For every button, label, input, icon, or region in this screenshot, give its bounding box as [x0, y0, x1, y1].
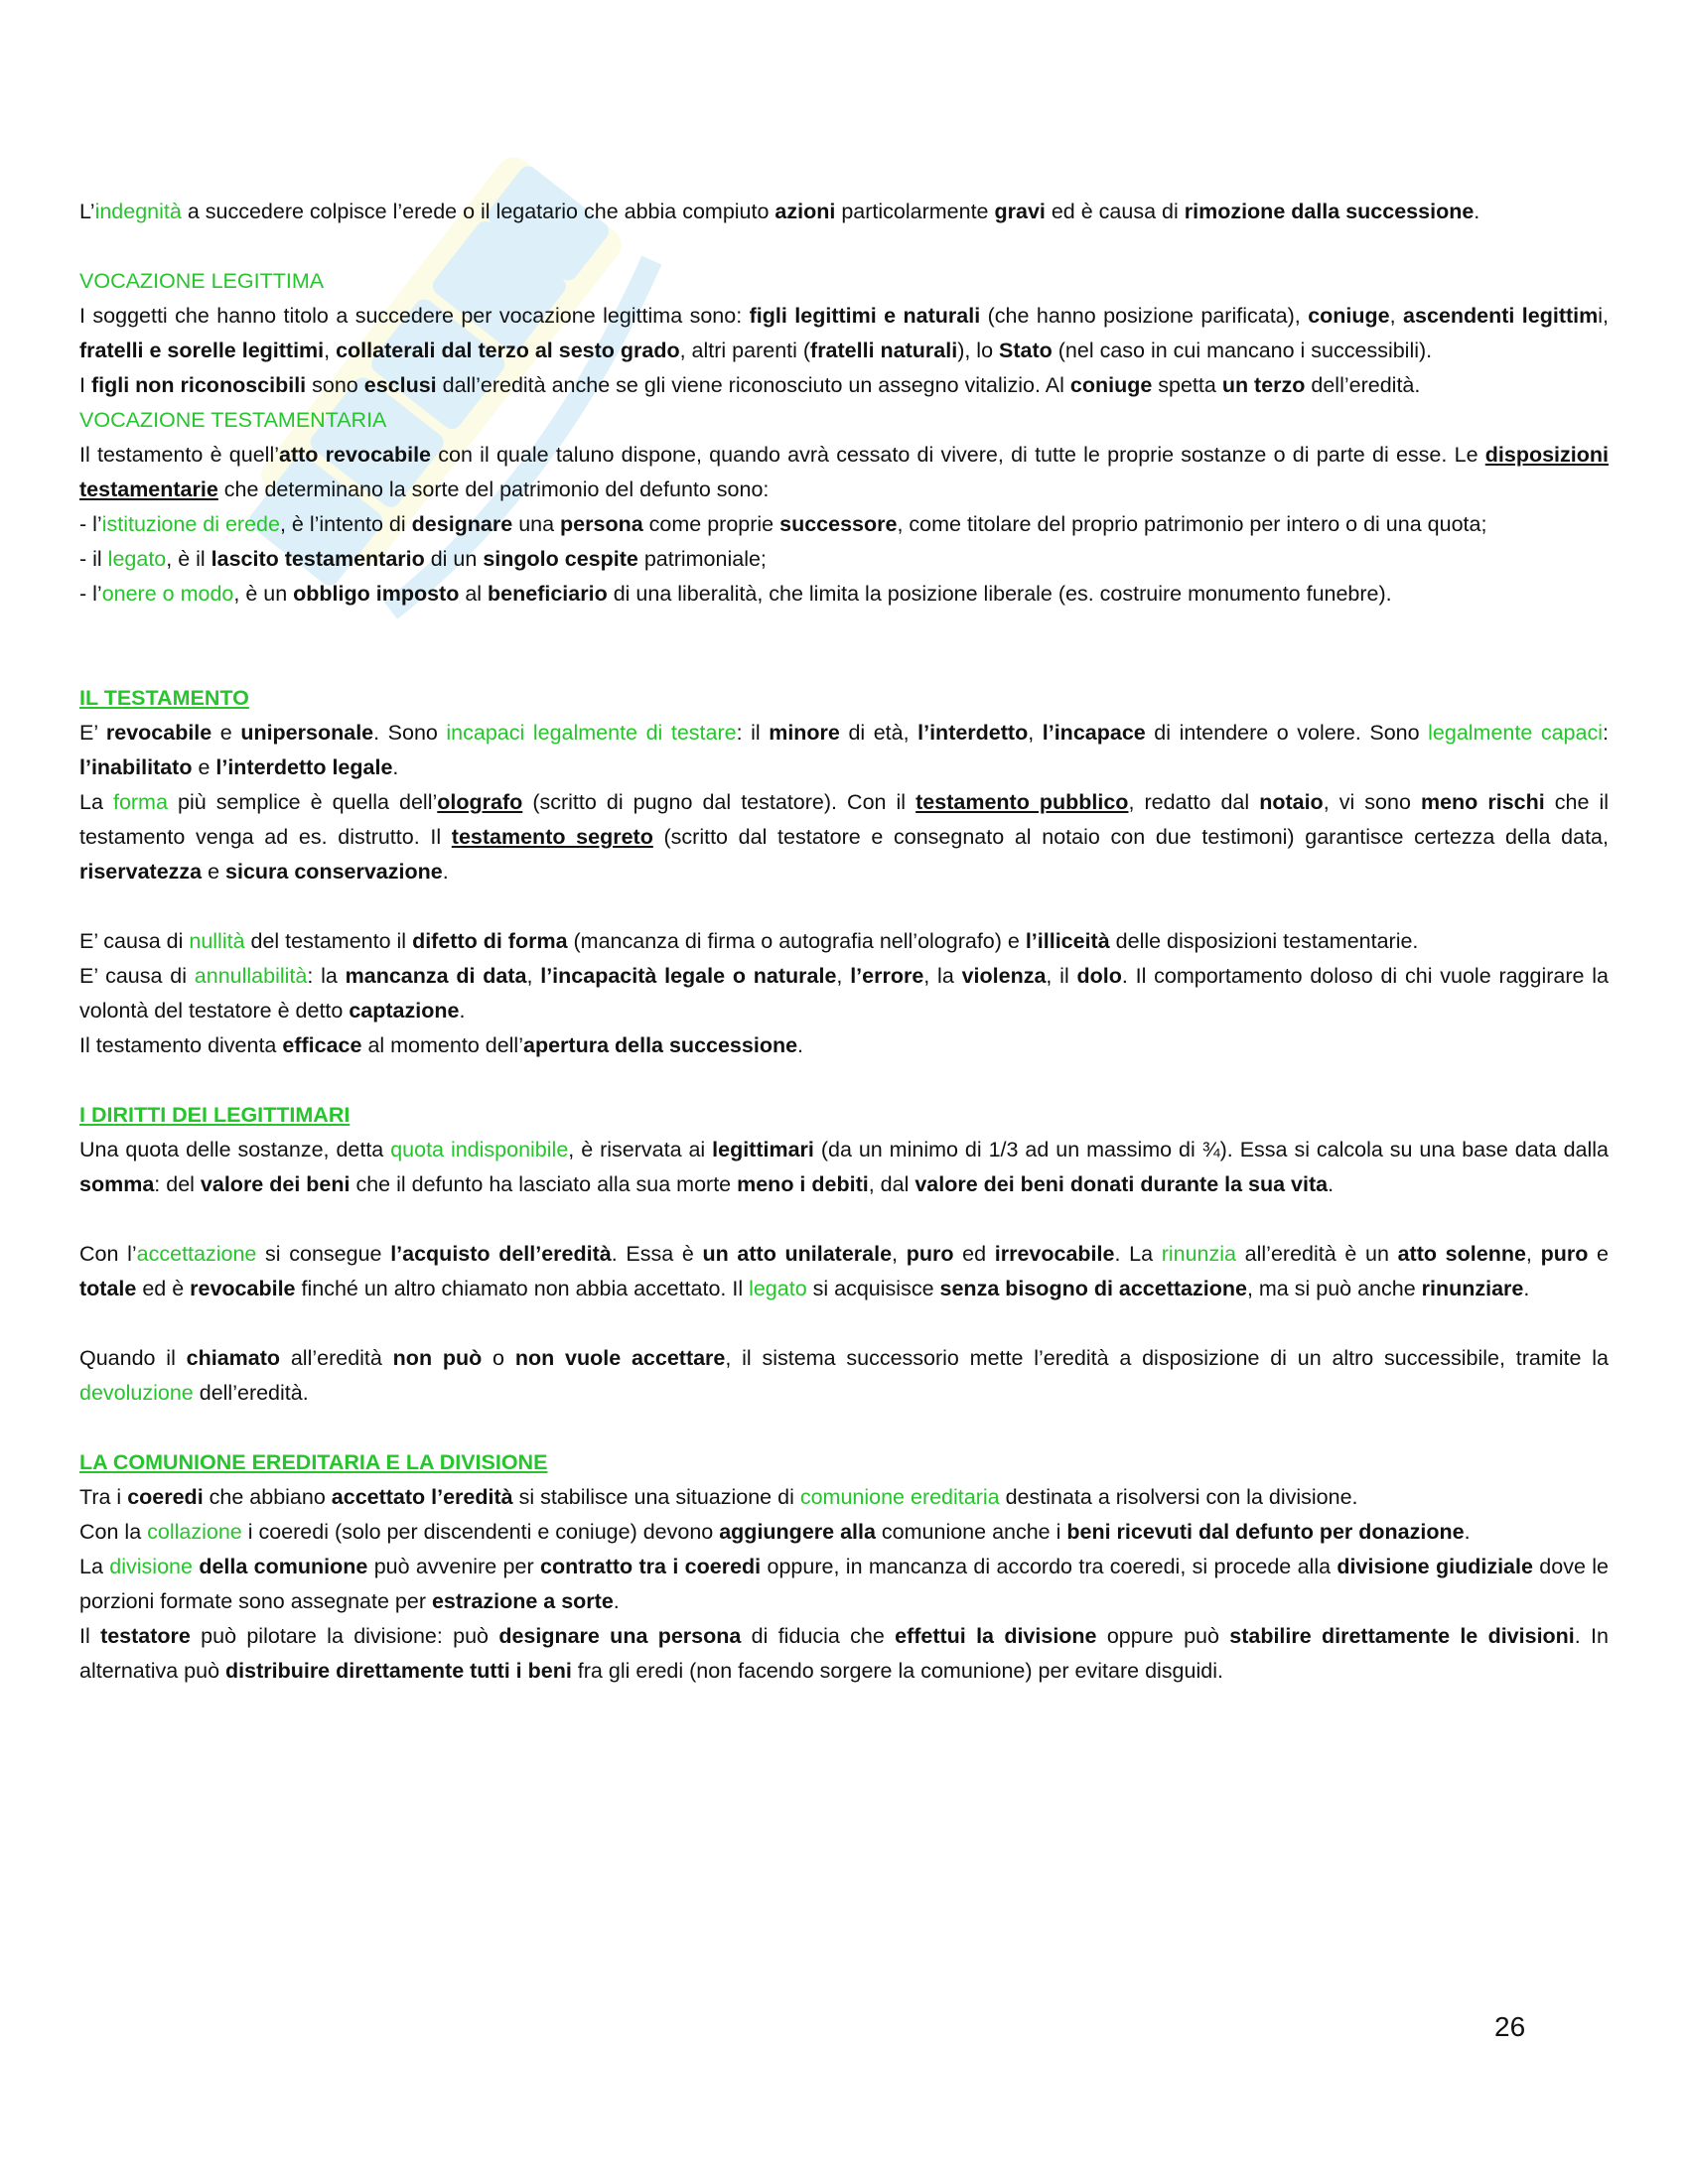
section-heading — [79, 681, 1609, 716]
text-run: , vi sono — [1323, 790, 1421, 814]
text-run: Quando il — [79, 1346, 187, 1370]
bold-term: atto solenne — [1397, 1242, 1526, 1266]
bold-term: efficace — [282, 1033, 362, 1057]
highlighted-term: comunione ereditaria — [799, 1485, 1000, 1509]
bold-term: l’incapace — [1042, 721, 1146, 745]
bold-term: ascendenti legittim — [1403, 304, 1599, 328]
text-run: . Essa è — [611, 1242, 703, 1266]
text-run: di un — [424, 547, 484, 571]
highlighted-term: nullità — [189, 929, 245, 953]
text-run: : la — [307, 964, 346, 988]
section-heading — [79, 1098, 1609, 1133]
bold-term: l’interdetto — [917, 721, 1029, 745]
text-run: con il quale taluno dispone, quando avrà cessato di vivere, di tutte le proprie sostanze o di parte di esse. Le — [431, 443, 1485, 467]
paragraph — [79, 1237, 1609, 1306]
text-run: , dal — [868, 1172, 915, 1196]
text-run: Con l’ — [79, 1242, 137, 1266]
bold-term: valore dei beni — [200, 1172, 351, 1196]
text-run: ed è causa di — [1045, 200, 1185, 223]
paragraph — [79, 1341, 1609, 1411]
page-number: 26 — [1494, 2011, 1526, 2042]
bold-term: l’interdetto legale — [215, 755, 393, 779]
text-run: all’eredità è un — [1236, 1242, 1398, 1266]
bold-term: divisione giudiziale — [1336, 1555, 1533, 1578]
bold-term: rinunziare — [1421, 1277, 1524, 1300]
text-run: , come titolare del proprio patrimonio per intero o di una quota; — [897, 512, 1487, 536]
text-run: , è il — [166, 547, 211, 571]
text-run: , — [324, 339, 337, 362]
bold-term: legittimari — [712, 1138, 814, 1161]
bold-term: meno i debiti — [737, 1172, 869, 1196]
text-run: (da un minimo di 1/3 ad un massimo di ¾). Essa si calcola su una base data dalla — [813, 1138, 1609, 1161]
paragraph-spacer — [79, 1306, 1609, 1341]
text-run: I soggetti che hanno titolo a succedere per vocazione legittima sono: — [79, 304, 750, 328]
text-run: , — [526, 964, 541, 988]
highlighted-term: forma — [112, 790, 168, 814]
text-run: . — [797, 1033, 804, 1057]
text-run: può avvenire per — [367, 1555, 540, 1578]
text-run: . — [1523, 1277, 1530, 1300]
bold-term: successore — [779, 512, 898, 536]
text-run: fra gli eredi (non facendo sorgere la comunione) per evitare disguidi. — [571, 1659, 1223, 1683]
section-heading — [79, 403, 1609, 438]
bold-term: testamento segreto — [451, 825, 653, 849]
bold-term: sicura conservazione — [225, 860, 443, 884]
paragraph — [79, 438, 1609, 507]
bold-term: puro — [1540, 1242, 1589, 1266]
text-run: sono — [306, 373, 364, 397]
text-run: si consegue — [256, 1242, 391, 1266]
text-run: i, — [1598, 304, 1609, 328]
paragraph — [79, 1028, 1609, 1063]
paragraph — [79, 1550, 1609, 1619]
bold-term: meno rischi — [1420, 790, 1545, 814]
bold-term: coniuge — [1069, 373, 1153, 397]
text-run: oppure può — [1096, 1624, 1230, 1648]
text-run: che abbiano — [203, 1485, 332, 1509]
text-run: . La — [1114, 1242, 1162, 1266]
bold-term: unipersonale — [240, 721, 374, 745]
text-run: - il — [79, 547, 108, 571]
bold-term: fratelli e sorelle legittimi — [79, 339, 325, 362]
bold-term: l’acquisto dell’eredità — [390, 1242, 612, 1266]
heading-text: I DIRITTI DEI LEGITTIMARI — [79, 1103, 351, 1127]
text-run: E’ — [79, 721, 106, 745]
bold-term: disposizioni testamentarie — [79, 443, 1609, 501]
text-run: . In alternativa può — [79, 1624, 1609, 1683]
text-run: più semplice è quella dell’ — [167, 790, 438, 814]
bold-term: figli legittimi e naturali — [749, 304, 981, 328]
text-run: (scritto dal testatore e consegnato al notaio con due testimoni) garantisce certezza della data, — [652, 825, 1609, 849]
text-run: Con la — [79, 1520, 148, 1544]
text-run: , il — [1046, 964, 1077, 988]
bold-term: violenza — [961, 964, 1047, 988]
bold-term: un terzo — [1221, 373, 1306, 397]
bold-term: beni ricevuti dal defunto per donazione — [1066, 1520, 1465, 1544]
section-heading — [79, 1445, 1609, 1480]
heading-text: LA COMUNIONE EREDITARIA E LA DIVISIONE — [79, 1450, 548, 1474]
text-run: , — [1028, 721, 1043, 745]
text-run: può pilotare la divisione: può — [190, 1624, 499, 1648]
text-run: E’ causa di — [79, 929, 190, 953]
bold-term: Stato — [999, 339, 1053, 362]
text-run: . — [1464, 1520, 1471, 1544]
bold-term: figli non riconoscibili — [90, 373, 307, 397]
text-run: Il testamento è quell’ — [79, 443, 279, 467]
text-run: : — [1603, 721, 1609, 745]
bold-term: l’errore — [850, 964, 924, 988]
bold-term: collaterali dal terzo al sesto grado — [336, 339, 680, 362]
paragraph — [79, 1133, 1609, 1202]
paragraph — [79, 1515, 1609, 1550]
text-run: patrimoniale; — [637, 547, 767, 571]
text-run: : il — [736, 721, 770, 745]
highlighted-term: legato — [749, 1277, 807, 1300]
bold-term: captazione — [349, 999, 460, 1023]
text-run: , è l’intento di — [279, 512, 412, 536]
text-run: Il testamento diventa — [79, 1033, 283, 1057]
bold-term: l’incapacità legale o naturale — [540, 964, 837, 988]
paragraph-spacer — [79, 229, 1609, 264]
paragraph — [79, 195, 1609, 229]
text-run: , — [836, 964, 851, 988]
bold-term: distribuire direttamente tutti i beni — [225, 1659, 572, 1683]
highlighted-term: onere o modo — [101, 582, 234, 606]
text-run: si stabilisce una situazione di — [512, 1485, 800, 1509]
text-run: (scritto di pugno dal testatore). Con il — [522, 790, 916, 814]
text-run: comunione anche i — [875, 1520, 1067, 1544]
highlighted-term: quota indisponibile — [390, 1138, 569, 1161]
text-run: - l’ — [79, 582, 102, 606]
paragraph-spacer — [79, 889, 1609, 924]
text-run: che il testamento venga ad es. distrutto. Il — [79, 790, 1610, 849]
paragraph-spacer — [79, 1063, 1609, 1098]
bold-term: olografo — [437, 790, 523, 814]
bold-term: revocabile — [105, 721, 212, 745]
text-run: , altri parenti ( — [679, 339, 811, 362]
text-run: dell’eredità. — [193, 1381, 309, 1405]
text-run: una — [512, 512, 561, 536]
text-run: . — [1474, 200, 1480, 223]
text-run: , la — [923, 964, 962, 988]
paragraph — [79, 507, 1609, 542]
text-run: che determinano la sorte del patrimonio del defunto sono: — [217, 478, 770, 501]
highlighted-term: accettazione — [136, 1242, 257, 1266]
highlighted-term: devoluzione — [79, 1381, 194, 1405]
text-run: al momento dell’ — [361, 1033, 523, 1057]
bold-term: rimozione dalla successione — [1184, 200, 1475, 223]
bold-term: dolo — [1076, 964, 1122, 988]
bold-term: singolo cespite — [483, 547, 638, 571]
text-run: di età, — [839, 721, 918, 745]
highlighted-term: indegnità — [94, 200, 182, 223]
bold-term: stabilire direttamente le divisioni — [1229, 1624, 1575, 1648]
bold-term: effettui la divisione — [895, 1624, 1097, 1648]
bold-term: della comunione — [199, 1555, 368, 1578]
bold-term: minore — [769, 721, 840, 745]
text-run: del testamento il — [244, 929, 413, 953]
bold-term: difetto di forma — [412, 929, 568, 953]
text-run: a succedere colpisce l’erede o il legatario che abbia compiuto — [181, 200, 775, 223]
text-run: , è un — [233, 582, 294, 606]
text-run: e — [1588, 1242, 1609, 1266]
text-run: destinata a risolversi con la divisione. — [999, 1485, 1358, 1509]
text-run: : del — [154, 1172, 201, 1196]
text-run: ), lo — [957, 339, 1000, 362]
highlighted-term: incapaci legalmente di testare — [446, 721, 737, 745]
bold-term: designare una persona — [498, 1624, 742, 1648]
bold-term: testamento pubblico — [915, 790, 1129, 814]
bold-term: estrazione a sorte — [431, 1589, 614, 1613]
text-run: dove le porzioni formate sono assegnate per — [79, 1555, 1610, 1613]
bold-term: atto revocabile — [279, 443, 432, 467]
bold-term: accettato l’eredità — [331, 1485, 513, 1509]
text-run: . — [392, 755, 399, 779]
text-run: (mancanza di firma o autografia nell’olografo) e — [567, 929, 1026, 953]
bold-term: testatore — [100, 1624, 191, 1648]
bold-term: somma — [79, 1172, 155, 1196]
text-run: e — [202, 860, 226, 884]
text-run: Tra i — [79, 1485, 128, 1509]
section-heading — [79, 264, 1609, 299]
paragraph — [79, 924, 1609, 959]
text-run: E’ causa di — [79, 964, 195, 988]
text-run: , — [892, 1242, 907, 1266]
text-run: Una quota delle sostanze, detta — [79, 1138, 391, 1161]
text-run: . Il comportamento doloso di chi vuole raggirare la volontà del testatore è detto — [79, 964, 1609, 1023]
heading-text: VOCAZIONE LEGITTIMA — [79, 269, 325, 293]
text-run: all’eredità — [280, 1346, 393, 1370]
heading-text: VOCAZIONE TESTAMENTARIA — [79, 408, 387, 432]
bold-term: l’inabilitato — [79, 755, 193, 779]
paragraph-spacer — [79, 612, 1609, 681]
highlighted-term: divisione — [109, 1555, 193, 1578]
bold-term: totale — [79, 1277, 137, 1300]
text-run: L’ — [79, 200, 95, 223]
text-run: delle disposizioni testamentarie. — [1109, 929, 1419, 953]
text-run: spetta — [1152, 373, 1222, 397]
text-run: I — [79, 373, 91, 397]
highlighted-term: rinunzia — [1161, 1242, 1236, 1266]
text-run: ed è — [136, 1277, 191, 1300]
text-run: . — [442, 860, 449, 884]
paragraph — [79, 577, 1609, 612]
text-run: ed — [953, 1242, 995, 1266]
text-run: La — [79, 1555, 110, 1578]
text-run: di intendere o volere. Sono — [1145, 721, 1429, 745]
bold-term: revocabile — [190, 1277, 296, 1300]
text-run: finché un altro chiamato non abbia accettato. Il — [295, 1277, 750, 1300]
bold-term: obbligo imposto — [293, 582, 460, 606]
bold-term: puro — [906, 1242, 954, 1266]
text-run: , — [1389, 304, 1404, 328]
bold-term: senza bisogno di accettazione — [939, 1277, 1247, 1300]
bold-term: coniuge — [1308, 304, 1390, 328]
text-run: o — [482, 1346, 515, 1370]
paragraph-spacer — [79, 1411, 1609, 1445]
highlighted-term: collazione — [147, 1520, 242, 1544]
text-run: e — [211, 721, 241, 745]
paragraph — [79, 959, 1609, 1028]
bold-term: gravi — [994, 200, 1046, 223]
text-run: di una liberalità, che limita la posizione liberale (es. costruire monumento funebre). — [607, 582, 1392, 606]
text-run: , redatto dal — [1128, 790, 1260, 814]
bold-term: notaio — [1259, 790, 1324, 814]
text-run: . Sono — [373, 721, 447, 745]
paragraph — [79, 299, 1609, 368]
highlighted-term: annullabilità — [194, 964, 308, 988]
bold-term: valore dei beni donati durante la sua vita — [914, 1172, 1329, 1196]
bold-term: contratto tra i coeredi — [539, 1555, 762, 1578]
bold-term: apertura della successione — [523, 1033, 798, 1057]
text-run: . — [1328, 1172, 1335, 1196]
text-run: al — [459, 582, 489, 606]
paragraph — [79, 1480, 1609, 1515]
text-run: , — [1525, 1242, 1541, 1266]
text-run: , il sistema successorio mette l’eredità a disposizione di un altro successibile, tramite la — [725, 1346, 1609, 1370]
text-run: - l’ — [79, 512, 102, 536]
bold-term: irrevocabile — [994, 1242, 1115, 1266]
bold-term: un atto unilaterale — [702, 1242, 893, 1266]
paragraph-spacer — [79, 1202, 1609, 1237]
bold-term: l’illiceità — [1025, 929, 1110, 953]
text-run: dell’eredità. — [1305, 373, 1421, 397]
text-run: e — [192, 755, 216, 779]
bold-term: persona — [560, 512, 643, 536]
bold-term: chiamato — [186, 1346, 281, 1370]
bold-term: aggiungere alla — [719, 1520, 876, 1544]
paragraph — [79, 716, 1609, 785]
text-run: particolarmente — [835, 200, 995, 223]
text-run: oppure, in mancanza di accordo tra coeredi, si procede alla — [761, 1555, 1337, 1578]
bold-term: designare — [411, 512, 513, 536]
bold-term: coeredi — [127, 1485, 204, 1509]
text-run: . — [613, 1589, 620, 1613]
bold-term: fratelli naturali — [810, 339, 958, 362]
bold-term: esclusi — [363, 373, 437, 397]
bold-term: non può — [392, 1346, 483, 1370]
bold-term: azioni — [774, 200, 836, 223]
text-run: (che hanno posizione parificata), — [980, 304, 1309, 328]
heading-text: IL TESTAMENTO — [79, 686, 249, 710]
bold-term: lascito testamentario — [211, 547, 425, 571]
paragraph — [79, 542, 1609, 577]
bold-term: mancanza di data — [345, 964, 527, 988]
text-run: , ma si può anche — [1246, 1277, 1422, 1300]
text-run: come proprie — [642, 512, 780, 536]
text-run: i coeredi (solo per discendenti e coniuge) devono — [241, 1520, 720, 1544]
text-run: Il — [79, 1624, 101, 1648]
text-run: La — [79, 790, 113, 814]
text-run: di fiducia che — [741, 1624, 896, 1648]
bold-term: beneficiario — [488, 582, 608, 606]
text-run: dall’eredità anche se gli viene riconosciuto un assegno vitalizio. Al — [436, 373, 1070, 397]
text-run: , è riservata ai — [568, 1138, 713, 1161]
text-run: si acquisisce — [806, 1277, 940, 1300]
highlighted-term: legato — [107, 547, 167, 571]
document-body — [79, 195, 1609, 1689]
paragraph — [79, 368, 1609, 403]
highlighted-term: istituzione di erede — [101, 512, 280, 536]
bold-term: riservatezza — [79, 860, 203, 884]
paragraph — [79, 785, 1609, 889]
bold-term: non vuole accettare — [514, 1346, 726, 1370]
text-run: che il defunto ha lasciato alla sua morte — [350, 1172, 738, 1196]
paragraph — [79, 1619, 1609, 1689]
text-run: (nel caso in cui mancano i successibili). — [1052, 339, 1433, 362]
highlighted-term: legalmente capaci — [1428, 721, 1604, 745]
text-run: . — [459, 999, 466, 1023]
